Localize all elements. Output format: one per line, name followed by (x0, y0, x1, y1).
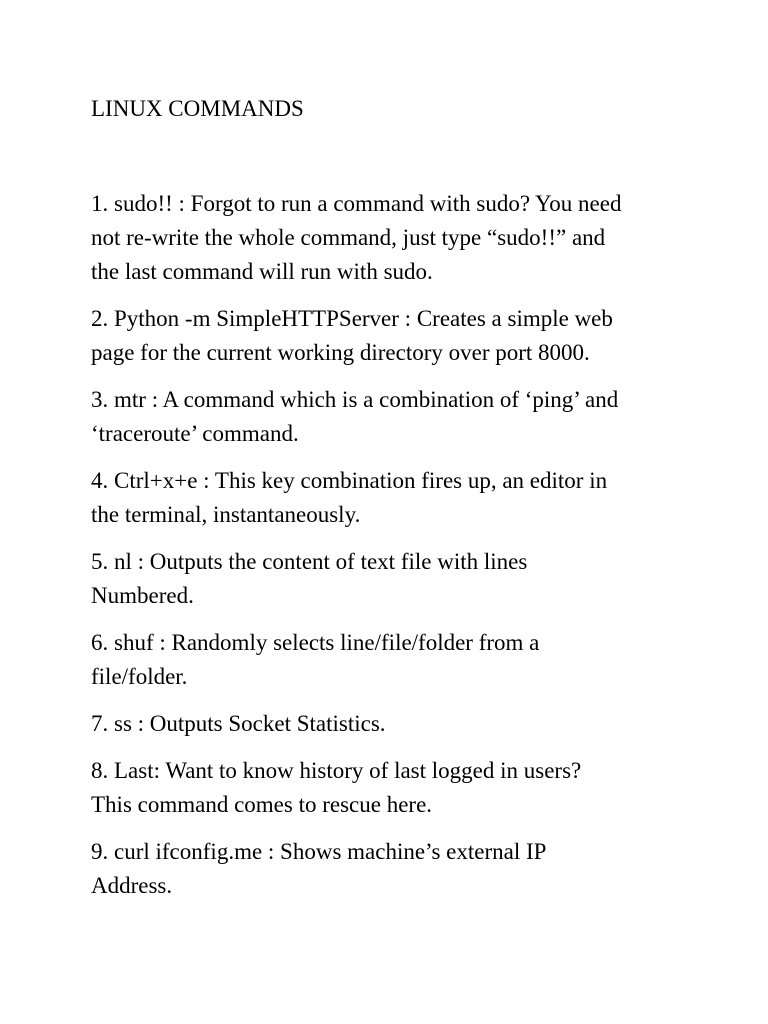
item-line: not re-write the whole command, just type “sudo!!” and (91, 225, 606, 250)
list-item (91, 626, 691, 694)
list-item (91, 187, 691, 289)
item-line: page for the current working directory over port 8000. (91, 340, 590, 365)
command-list (91, 187, 691, 916)
item-line: 1. sudo!! : Forgot to run a command with sudo? You need (91, 191, 622, 216)
item-line: This command comes to rescue here. (91, 792, 433, 817)
item-line: the last command will run with sudo. (91, 259, 433, 284)
item-line: 7. ss : Outputs Socket Statistics. (91, 711, 386, 736)
item-line: 2. Python -m SimpleHTTPServer : Creates a simple web (91, 306, 613, 331)
item-line: 6. shuf : Randomly selects line/file/folder from a (91, 630, 540, 655)
item-line: ‘traceroute’ command. (91, 421, 299, 446)
list-item (91, 707, 691, 741)
item-line: 9. curl ifconfig.me : Shows machine’s external IP (91, 839, 547, 864)
list-item (91, 464, 691, 532)
list-item (91, 545, 691, 613)
list-item (91, 302, 691, 370)
item-line: Numbered. (91, 583, 194, 608)
document-title: LINUX COMMANDS (91, 96, 304, 121)
item-line: 3. mtr : A command which is a combination of ‘ping’ and (91, 387, 619, 412)
item-line: 5. nl : Outputs the content of text file with lines (91, 549, 528, 574)
item-line: 4. Ctrl+x+e : This key combination fires up, an editor in (91, 468, 608, 493)
list-item (91, 835, 691, 903)
list-item (91, 383, 691, 451)
item-line: 8. Last: Want to know history of last logged in users? (91, 758, 582, 783)
item-line: file/folder. (91, 664, 188, 689)
item-line: Address. (91, 873, 173, 898)
item-line: the terminal, instantaneously. (91, 502, 361, 527)
list-item (91, 754, 691, 822)
